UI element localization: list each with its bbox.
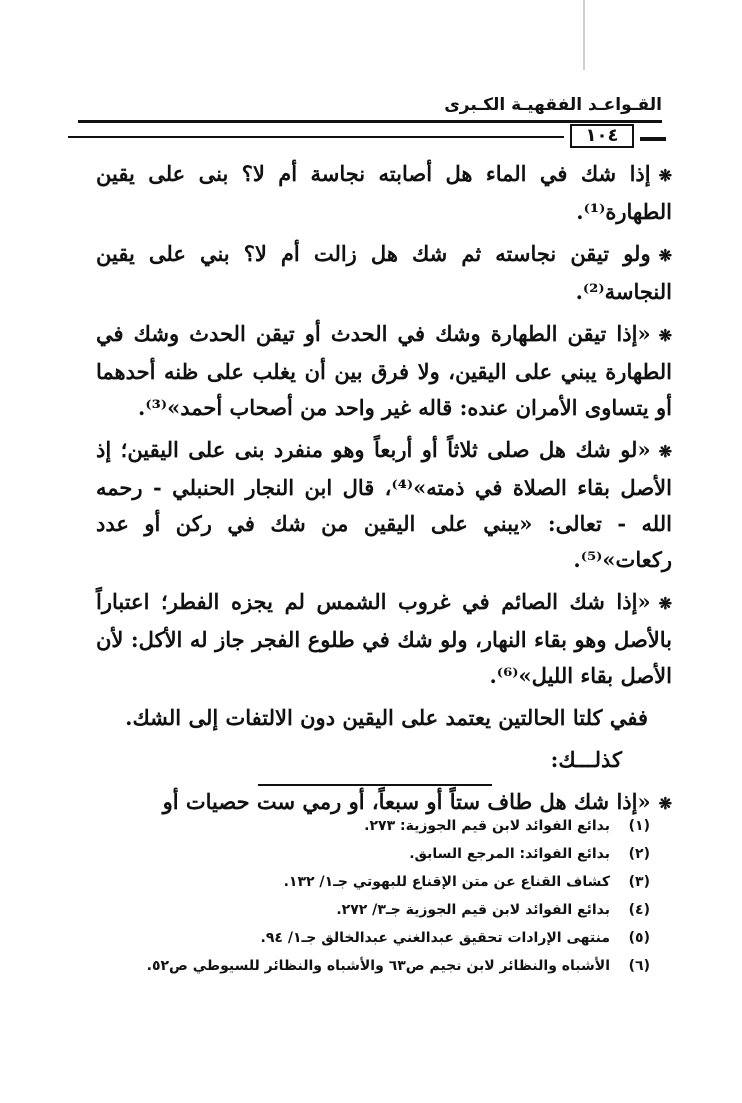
page-number-dash — [640, 137, 666, 141]
footnote-text: كشاف القناع عن متن الإقناع للبهوتي جـ١/ ١٣٢. — [283, 874, 610, 890]
footnote-text: بدائع الفوائد: المرجع السابق. — [409, 846, 610, 862]
main-body — [96, 156, 672, 828]
paragraph-text: كذلـــك: — [550, 747, 622, 772]
header-rule — [78, 120, 662, 123]
page-number-rule — [68, 136, 564, 138]
footnote-item — [130, 812, 650, 840]
paragraph-7 — [96, 742, 672, 778]
footnote-number: (٦) — [628, 958, 650, 974]
running-header-title: القـواعـد الفقهيـة الكـبرى — [444, 95, 662, 115]
page-number: ١٠٤ — [570, 124, 634, 148]
bullet-star-icon: ❋ — [658, 442, 672, 461]
footnotes — [130, 812, 650, 980]
footnote-number: (١) — [628, 818, 650, 834]
paragraph-text: «إذا تيقن الطهارة وشك في الحدث أو تيقن الحدث وشك في الطهارة يبني على اليقين، ولا فرق بين أن يغلب على ظنه أحدهما أو يتساوى الأمران عنده: قاله غير واحد من أصحاب أحمد»⁽³⁾. — [96, 321, 672, 420]
paragraph-text: ولو تيقن نجاسته ثم شك هل زالت أم لا؟ بني على يقين النجاسة⁽²⁾. — [96, 241, 672, 304]
paragraph-1 — [96, 156, 672, 230]
bullet-star-icon: ❋ — [658, 166, 672, 185]
paragraph-4 — [96, 432, 672, 578]
footnote-separator — [258, 784, 492, 786]
footnote-item — [130, 952, 650, 980]
paragraph-text: «إذا شك الصائم في غروب الشمس لم يجزه الفطر؛ اعتباراً بالأصل وهو بقاء النهار، ولو شك في طلوع الفجر جاز له الأكل: لأن الأصل بقاء الليل»⁽⁶⁾. — [96, 589, 672, 688]
footnote-item — [130, 840, 650, 868]
paragraph-3 — [96, 316, 672, 426]
bullet-star-icon: ❋ — [658, 246, 672, 265]
bullet-star-icon: ❋ — [658, 794, 672, 813]
paragraph-5 — [96, 584, 672, 694]
paragraph-text: إذا شك في الماء هل أصابته نجاسة أم لا؟ بنى على يقين الطهارة⁽¹⁾. — [96, 161, 672, 224]
footnote-number: (٣) — [628, 874, 650, 890]
footnote-text: منتهى الإرادات تحقيق عبدالغني عبدالخالق جـ١/ ٩٤. — [260, 930, 610, 946]
footnote-item — [130, 868, 650, 896]
footnote-text: الأشباه والنظائر لابن نجيم ص٦٣ والأشباه والنظائر للسيوطي ص٥٢. — [146, 958, 610, 974]
bullet-star-icon: ❋ — [658, 326, 672, 345]
paragraph-6 — [96, 700, 672, 736]
bullet-star-icon: ❋ — [658, 594, 672, 613]
footnote-text: بدائع الفوائد لابن قيم الجوزية جـ٣/ ٢٧٢. — [336, 902, 610, 918]
footnote-item — [130, 896, 650, 924]
paragraph-text: ففي كلتا الحالتين يعتمد على اليقين دون الالتفات إلى الشك. — [125, 705, 648, 730]
page-binding-line — [583, 0, 585, 70]
footnote-text: بدائع الفوائد لابن قيم الجوزية: ٢٧٣. — [364, 818, 610, 834]
footnote-item — [130, 924, 650, 952]
footnote-number: (٥) — [628, 930, 650, 946]
footnote-number: (٢) — [628, 846, 650, 862]
page-number-row — [68, 124, 674, 150]
paragraph-text: «إذا شك هل طاف ستاً أو سبعاً، أو رمي ست حصيات أو — [162, 789, 651, 814]
paragraph-text: «لو شك هل صلى ثلاثاً أو أربعاً وهو منفرد بنى على اليقين؛ إذ الأصل بقاء الصلاة في ذمته»⁽⁴⁾، قال ابن النجار الحنبلي - رحمه الله - تعالى: «يبني على اليقين من شك في ركن أو عدد ركعات»⁽⁵⁾. — [96, 437, 672, 572]
footnote-number: (٤) — [628, 902, 650, 918]
paragraph-2 — [96, 236, 672, 310]
